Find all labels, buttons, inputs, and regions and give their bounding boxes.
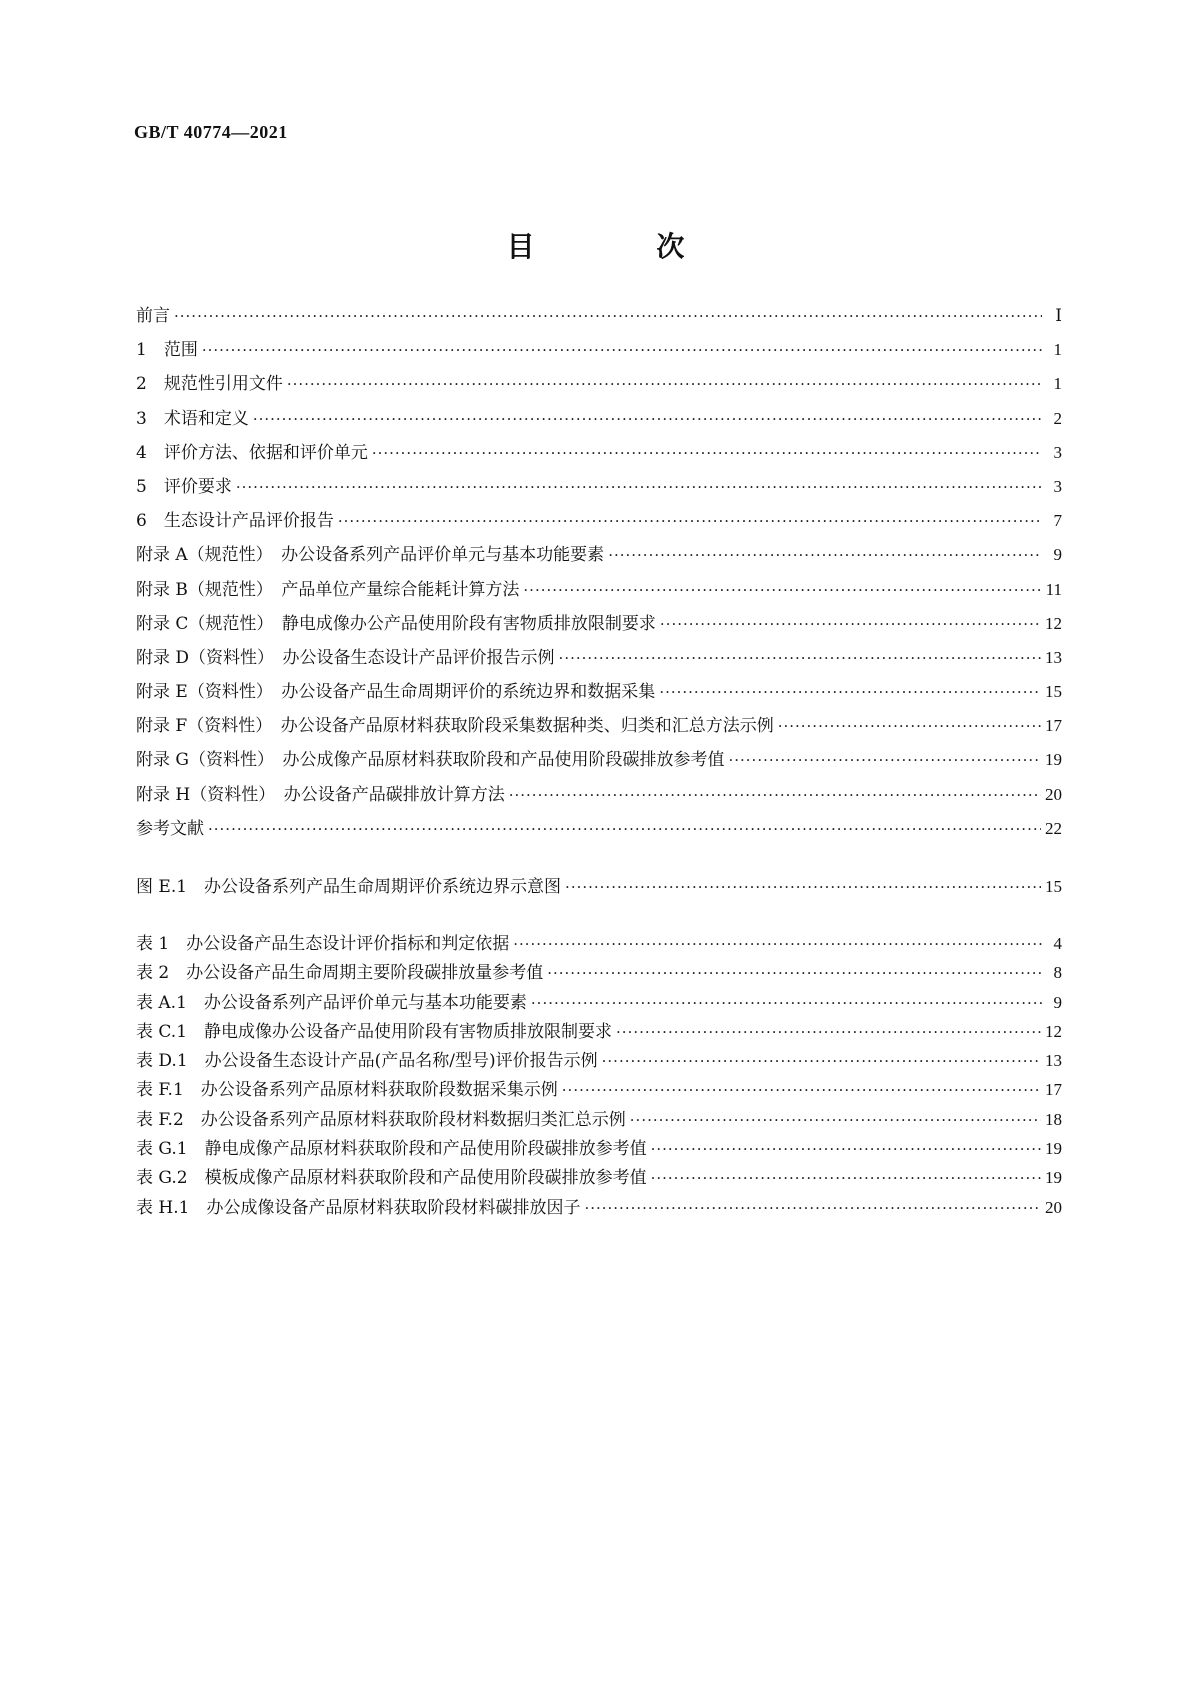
toc-entry-label: 附录 B（规范性） 产品单位产量综合能耗计算方法 <box>136 579 520 600</box>
toc-entry-label: 表 D.1 办公设备生态设计产品(产品名称/型号)评价报告示例 <box>136 1051 598 1072</box>
toc-entry[interactable] <box>136 750 1062 784</box>
toc-page-number: 3 <box>1053 442 1062 462</box>
dot-leader <box>287 374 1042 394</box>
toc-page-number: 19 <box>1045 1139 1062 1159</box>
toc-entry-label: 参考文献 <box>136 818 204 839</box>
toc-entry-label: 附录 F（资料性） 办公设备产品原材料获取阶段采集数据种类、归类和汇总方法示例 <box>136 716 774 737</box>
toc-page-number: 20 <box>1045 1197 1062 1217</box>
dot-leader <box>253 409 1042 429</box>
toc-page-number: 17 <box>1045 1080 1062 1100</box>
toc-entry-label: 附录 H（资料性） 办公设备产品碳排放计算方法 <box>136 784 505 805</box>
toc-entry-label: 表 F.2 办公设备系列产品原材料获取阶段材料数据归类汇总示例 <box>136 1109 626 1130</box>
toc-entry[interactable] <box>136 443 1062 477</box>
toc-tables-list <box>136 934 1062 1227</box>
dot-leader <box>660 614 1041 634</box>
toc-page-number: 12 <box>1045 1021 1062 1041</box>
dot-leader <box>659 682 1041 702</box>
toc-page-number: 18 <box>1045 1109 1062 1129</box>
toc-entry[interactable] <box>136 340 1062 374</box>
toc-entry[interactable] <box>136 580 1062 614</box>
toc-page-number: 11 <box>1045 579 1062 599</box>
dot-leader <box>559 648 1041 668</box>
toc-entry-label: 附录 C（规范性） 静电成像办公产品使用阶段有害物质排放限制要求 <box>136 613 656 634</box>
toc-page-number: 19 <box>1045 750 1062 770</box>
toc-entry-label: 附录 A（规范性） 办公设备系列产品评价单元与基本功能要素 <box>136 545 605 566</box>
dot-leader <box>651 1168 1041 1188</box>
toc-entry-label: 前言 <box>136 306 170 326</box>
toc-page-number: 13 <box>1045 1051 1062 1071</box>
document-code: GB/T 40774—2021 <box>134 122 288 142</box>
toc-entry[interactable] <box>136 785 1062 819</box>
toc-page-number: 2 <box>1053 408 1062 428</box>
toc-entries-list <box>136 306 1062 853</box>
dot-leader <box>602 1051 1041 1071</box>
dot-leader <box>338 511 1042 531</box>
dot-leader <box>630 1110 1041 1130</box>
toc-entry[interactable] <box>136 477 1062 511</box>
toc-entry[interactable] <box>136 819 1062 853</box>
toc-table-entry[interactable] <box>136 1139 1062 1168</box>
toc-page-number: 7 <box>1053 511 1062 531</box>
toc-entry-label: 图 E.1 办公设备系列产品生命周期评价系统边界示意图 <box>136 877 562 897</box>
toc-entry-label: 附录 G（资料性） 办公成像产品原材料获取阶段和产品使用阶段碳排放参考值 <box>136 750 725 771</box>
toc-entry-label: 表 G.2 模板成像产品原材料获取阶段和产品使用阶段碳排放参考值 <box>136 1168 647 1189</box>
dot-leader <box>547 963 1042 983</box>
dot-leader <box>202 340 1042 360</box>
toc-page-number: 19 <box>1045 1168 1062 1188</box>
toc-entry[interactable] <box>136 409 1062 443</box>
toc-title: 目 次 <box>506 230 741 263</box>
toc-page-number: Ⅰ <box>1055 306 1062 325</box>
toc-page-number: 15 <box>1045 682 1062 702</box>
toc-page-number: 3 <box>1053 476 1062 496</box>
toc-page-number: 13 <box>1045 647 1062 667</box>
toc-entry[interactable] <box>136 511 1062 545</box>
dot-leader <box>531 993 1042 1013</box>
toc-entry-label: 5 评价要求 <box>136 476 232 497</box>
dot-leader <box>565 877 1041 897</box>
toc-entry-label: 表 A.1 办公设备系列产品评价单元与基本功能要素 <box>136 992 527 1013</box>
toc-entry-label: 表 C.1 静电成像办公设备产品使用阶段有害物质排放限制要求 <box>136 1021 613 1042</box>
toc-table-entry[interactable] <box>136 1198 1062 1227</box>
toc-page-number: 17 <box>1045 716 1062 736</box>
toc-table-entry[interactable] <box>136 963 1062 992</box>
toc-page-number: 9 <box>1053 545 1062 565</box>
dot-leader <box>509 785 1041 805</box>
toc-entry-label: 表 1 办公设备产品生态设计评价指标和判定依据 <box>136 934 510 954</box>
dot-leader <box>728 750 1041 770</box>
dot-leader <box>523 580 1041 600</box>
toc-entry-label: 6 生态设计产品评价报告 <box>136 511 334 532</box>
toc-entry-label: 1 范围 <box>136 340 198 361</box>
toc-entry[interactable] <box>136 614 1062 648</box>
toc-page-number: 1 <box>1053 374 1062 394</box>
toc-page-number: 12 <box>1045 613 1062 633</box>
toc-table-entry[interactable] <box>136 1022 1062 1051</box>
dot-leader <box>562 1080 1041 1100</box>
toc-entry-label: 2 规范性引用文件 <box>136 374 283 395</box>
dot-leader <box>236 477 1042 497</box>
toc-page-number: 4 <box>1053 934 1062 953</box>
toc-figure-entry[interactable] <box>136 877 1062 907</box>
toc-page-number: 8 <box>1053 963 1062 983</box>
dot-leader <box>174 306 1042 326</box>
toc-table-entry[interactable] <box>136 993 1062 1022</box>
dot-leader <box>651 1139 1041 1159</box>
dot-leader <box>608 545 1042 565</box>
toc-entry-label: 4 评价方法、依据和评价单元 <box>136 442 368 463</box>
dot-leader <box>778 716 1041 736</box>
dot-leader <box>513 934 1042 954</box>
toc-entry-label: 表 F.1 办公设备系列产品原材料获取阶段数据采集示例 <box>136 1080 558 1101</box>
toc-entry[interactable] <box>136 716 1062 750</box>
dot-leader <box>616 1022 1041 1042</box>
toc-page-number: 20 <box>1045 784 1062 804</box>
toc-table-entry[interactable] <box>136 1110 1062 1139</box>
toc-entry-label: 附录 E（资料性） 办公设备产品生命周期评价的系统边界和数据采集 <box>136 682 656 703</box>
toc-table-entry[interactable] <box>136 1168 1062 1197</box>
toc-table-entry[interactable] <box>136 934 1062 963</box>
toc-entry-label: 表 G.1 静电成像产品原材料获取阶段和产品使用阶段碳排放参考值 <box>136 1139 647 1160</box>
toc-table-entry[interactable] <box>136 1080 1062 1109</box>
toc-entry[interactable] <box>136 648 1062 682</box>
toc-entry-label: 表 2 办公设备产品生命周期主要阶段碳排放量参考值 <box>136 963 544 984</box>
toc-entry[interactable] <box>136 306 1062 340</box>
toc-page-number: 22 <box>1045 818 1062 838</box>
toc-entry-label: 附录 D（资料性） 办公设备生态设计产品评价报告示例 <box>136 647 555 668</box>
dot-leader <box>584 1198 1041 1218</box>
dot-leader <box>372 443 1042 463</box>
toc-entry[interactable] <box>136 374 1062 408</box>
toc-entry-label: 表 H.1 办公成像设备产品原材料获取阶段材料碳排放因子 <box>136 1197 581 1218</box>
toc-entry[interactable] <box>136 682 1062 716</box>
toc-page-number: 9 <box>1053 992 1062 1012</box>
toc-figures-list <box>136 877 1062 907</box>
toc-page-number: 1 <box>1053 340 1062 360</box>
dot-leader <box>208 819 1041 839</box>
toc-page-number: 15 <box>1045 877 1062 896</box>
toc-table-entry[interactable] <box>136 1051 1062 1080</box>
toc-entry[interactable] <box>136 545 1062 579</box>
toc-entry-label: 3 术语和定义 <box>136 408 249 429</box>
